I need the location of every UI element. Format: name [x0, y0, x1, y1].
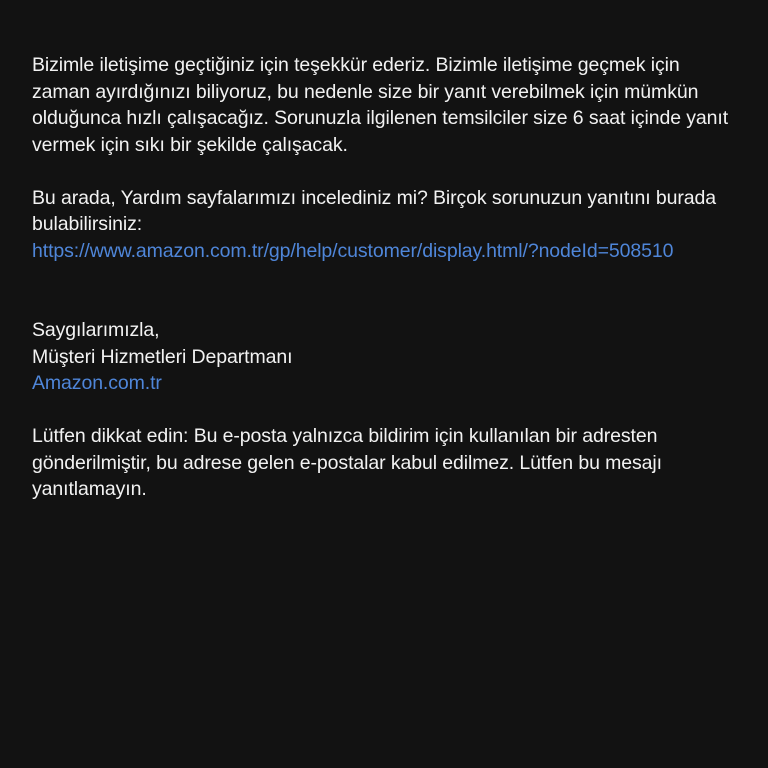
spacer: [32, 397, 732, 424]
signature-department: Müşteri Hizmetleri Departmanı: [32, 345, 293, 368]
help-page-link[interactable]: https://www.amazon.com.tr/gp/help/customer/display.html/?nodeId=508510: [32, 239, 674, 262]
spacer: [32, 158, 732, 185]
signature: [32, 317, 732, 397]
thank-you-paragraph: Bizimle iletişime geçtiğiniz için teşekkür ederiz. Bizimle iletişime geçmek için zaman ayırdığınızı biliyoruz, bu nedenle size bir yanıt verebilmek için mümkün olduğunca hızlı çalışacağız. Sorunuzla ilgilenen temsilciler size 6 saat içinde yanıt vermek için sıkı bir şekilde çalışacak.: [32, 54, 729, 156]
email-body: [32, 52, 732, 503]
help-pages-text: Bu arada, Yardım sayfalarımızı incelediniz mi? Birçok sorunuzun yanıtını burada bulabilirsiniz:: [32, 186, 716, 235]
no-reply-notice: Lütfen dikkat edin: Bu e-posta yalnızca bildirim için kullanılan bir adresten gönderilmiştir, bu adrese gelen e-postalar kabul edilmez. Lütfen bu mesajı yanıtlamayın.: [32, 425, 662, 500]
amazon-site-link[interactable]: Amazon.com.tr: [32, 372, 162, 394]
help-pages-paragraph: [32, 185, 732, 265]
spacer: [32, 264, 732, 317]
signature-closing: Saygılarımızla,: [32, 319, 160, 341]
